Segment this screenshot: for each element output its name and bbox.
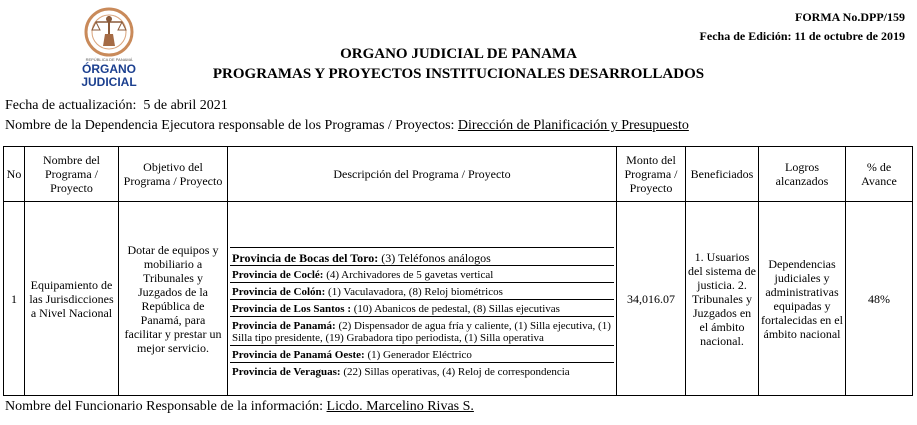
svg-text:JUDICIAL: JUDICIAL: [81, 75, 137, 89]
table-header-row: [4, 147, 913, 202]
update-date-value: 5 de abril 2021: [143, 98, 228, 113]
programs-table: [3, 146, 913, 396]
svg-text:ÓRGANO: ÓRGANO: [82, 62, 136, 76]
header-beneficiados: Beneficiados: [686, 147, 759, 202]
header-objetivo: Objetivo del Programa / Proyecto: [119, 147, 228, 202]
table-row: [4, 202, 913, 396]
responsible-value: Licdo. Marcelino Rivas S.: [326, 399, 474, 414]
responsible-line: [5, 399, 474, 415]
row-avance: 48%: [846, 202, 913, 396]
row-monto: 34,016.07: [617, 202, 686, 396]
provincia-item: Provincia de Bocas del Toro: (3) Teléfonos análogos: [230, 247, 614, 265]
header-no: No: [4, 147, 25, 202]
row-descripcion: [228, 202, 617, 396]
provincia-item: Provincia de Panamá: (2) Dispensador de agua fría y caliente, (1) Silla ejecutiva, (1) Silla tipo presidente, (19) Grabadora tipo periodista, (1) Silla operativa: [230, 316, 614, 345]
provincia-item: Provincia de Panamá Oeste: (1) Generador Eléctrico: [230, 345, 614, 362]
header-descripcion: Descripción del Programa / Proyecto: [228, 147, 617, 202]
row-objetivo: Dotar de equipos y mobiliario a Tribunales y Juzgados de la República de Panamá, para facilitar y prestar un mejor servicio.: [119, 202, 228, 396]
row-beneficiados: 1. Usuarios del sistema de justicia. 2. Tribunales y Juzgados en el ámbito nacional.: [686, 202, 759, 396]
row-logros: Dependencias judiciales y administrativas equipadas y fortalecidas en el ámbito nacional: [759, 202, 846, 396]
header-nombre: Nombre del Programa / Proyecto: [25, 147, 119, 202]
org-title: ORGANO JUDICIAL DE PANAMA: [340, 46, 577, 62]
update-date-label: Fecha de actualización:: [5, 98, 137, 113]
provincia-item: Provincia de Colón: (1) Vaculavadora, (8) Reloj biométricos: [230, 282, 614, 299]
dependency-label: Nombre de la Dependencia Ejecutora responsable de los Programas / Proyectos:: [5, 118, 455, 133]
form-code: FORMA No.DPP/159: [795, 10, 905, 24]
dependency-line: [5, 118, 689, 134]
edition-date: Fecha de Edición: 11 de octubre de 2019: [699, 29, 905, 43]
dependency-value: Dirección de Planificación y Presupuesto: [457, 118, 689, 133]
header-avance: % de Avance: [846, 147, 913, 202]
header-logros: Logros alcanzados: [759, 147, 846, 202]
row-no: 1: [4, 202, 25, 396]
update-date-line: [5, 98, 228, 114]
svg-text:REPÚBLICA DE PANAMÁ: REPÚBLICA DE PANAMÁ: [85, 57, 133, 62]
provincia-item: Provincia de Los Santos : (10) Abanicos de pedestal, (8) Sillas ejecutivas: [230, 299, 614, 316]
document-subtitle: PROGRAMAS Y PROYECTOS INSTITUCIONALES DESARROLLADOS: [212, 66, 705, 82]
provincia-item: Provincia de Coclé: (4) Archivadores de 5 gavetas vertical: [230, 265, 614, 282]
header-monto: Monto del Programa / Proyecto: [617, 147, 686, 202]
row-nombre: Equipamiento de las Jurisdicciones a Nivel Nacional: [25, 202, 119, 396]
responsible-label: Nombre del Funcionario Responsable de la información:: [5, 399, 324, 414]
provincia-item: Provincia de Veraguas: (22) Sillas operativas, (4) Reloj de correspondencia: [230, 362, 614, 379]
